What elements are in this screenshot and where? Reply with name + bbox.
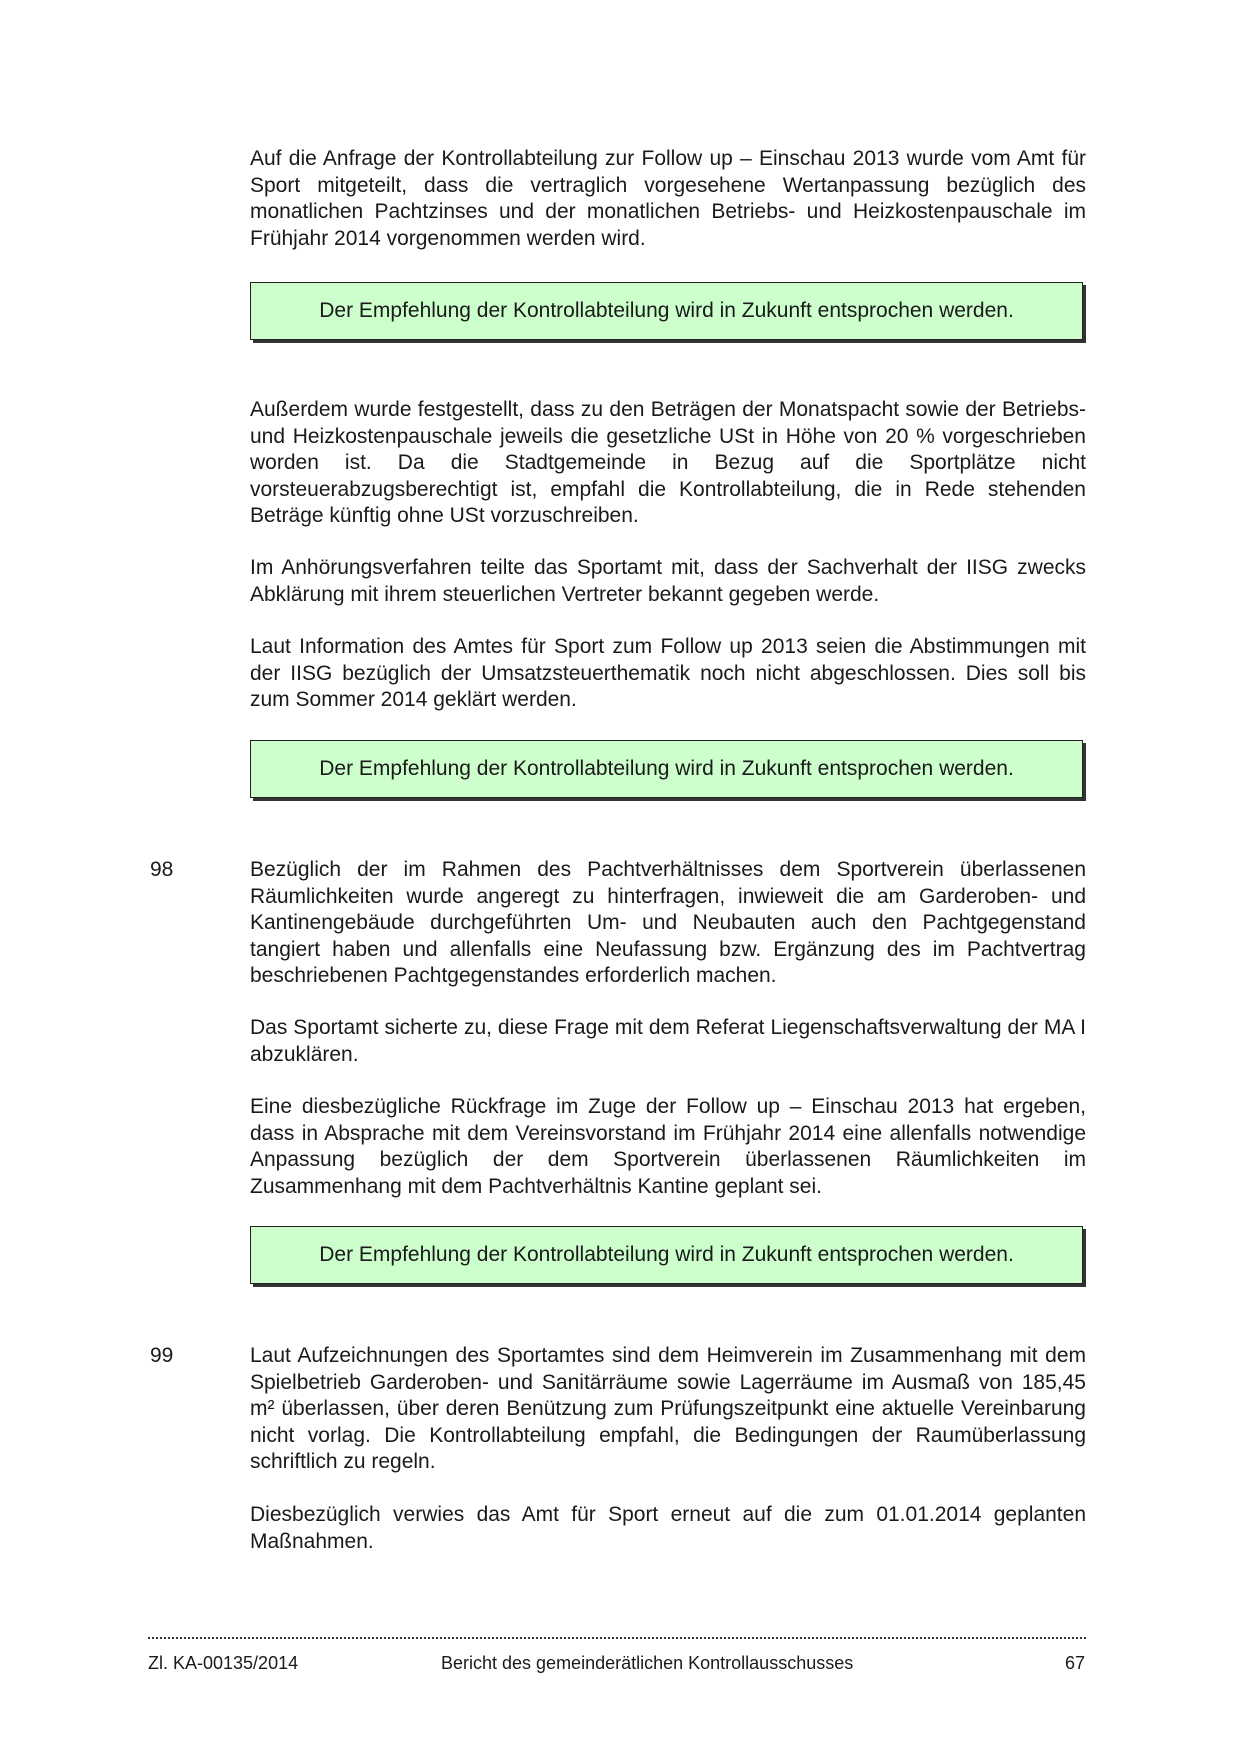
paragraph-heimverein: Laut Aufzeichnungen des Sportamtes sind dem Heimverein im Zusammenhang mit dem Spielbetrieb Garderoben- und Sanitärräume sowie Lagerräume im Ausmaß von 185,45 m² überlassen, über deren Benützung zum Prüfungszeitpunkt eine aktuelle Vereinbarung nicht vorlag. Die Kontrollabteilung empfahl, die Bedingungen der Raumüberlassung schriftlich zu regeln. <box>250 1344 1086 1473</box>
paragraph-raeumlichkeiten: Bezüglich der im Rahmen des Pachtverhältnisses dem Sportverein überlassenen Räumlichkeiten wurde angeregt zu hinterfragen, inwieweit die am Garderoben- und Kantinengebäude durchgeführten Um- und Neubauten auch den Pachtgegenstand tangiert haben und allenfalls eine Neufassung bzw. Ergänzung des im Pachtvertrag beschriebenen Pachtgegenstandes erforderlich machen. <box>250 858 1086 987</box>
paragraph-follow-up-ust: Laut Information des Amtes für Sport zum Follow up 2013 seien die Abstimmungen mit der IISG bezüglich der Umsatzsteuerthematik noch nicht abgeschlossen. Dies soll bis zum Sommer 2014 geklärt werden. <box>250 635 1086 711</box>
section-number-98: 98 <box>150 858 174 881</box>
paragraph-rueckfrage: Eine diesbezügliche Rückfrage im Zuge der Follow up – Einschau 2013 hat ergeben, dass in Absprache mit dem Vereinsvorstand im Frühjahr 2014 eine allenfalls notwendige Anpassung bezüglich der dem Sportverein überlassenen Räumlichkeiten im Zusammenhang mit dem Pachtverhältnis Kantine geplant sei. <box>250 1095 1086 1198</box>
paragraph-anhoerung: Im Anhörungsverfahren teilte das Sportamt mit, dass der Sachverhalt der IISG zwecks Abklärung mit ihrem steuerlichen Vertreter bekannt gegeben werde. <box>250 556 1086 606</box>
footer-reference: Zl. KA-00135/2014 <box>148 1653 299 1673</box>
paragraph-sportamt-zusage: Das Sportamt sicherte zu, diese Frage mit dem Referat Liegenschaftsverwaltung der MA I abzuklären. <box>250 1016 1086 1066</box>
recommendation-box-1 <box>250 282 1083 340</box>
footer-title: Bericht des gemeinderätlichen Kontrollausschusses <box>441 1653 854 1673</box>
paragraph-massnahmen: Diesbezüglich verwies das Amt für Sport erneut auf die zum 01.01.2014 geplanten Maßnahmen. <box>250 1503 1086 1553</box>
recommendation-text: Der Empfehlung der Kontrollabteilung wird in Zukunft entsprochen werden. <box>319 1243 1014 1266</box>
recommendation-text: Der Empfehlung der Kontrollabteilung wird in Zukunft entsprochen werden. <box>319 757 1014 780</box>
paragraph-wertanpassung: Auf die Anfrage der Kontrollabteilung zur Follow up – Einschau 2013 wurde vom Amt für Sport mitgeteilt, dass die vertraglich vorgesehene Wertanpassung bezüglich des monatlichen Pachtzinses und der monatlichen Betriebs- und Heizkostenpauschale im Frühjahr 2014 vorgenommen werden wird. <box>250 147 1086 250</box>
recommendation-text: Der Empfehlung der Kontrollabteilung wird in Zukunft entsprochen werden. <box>319 299 1014 322</box>
section-number-99: 99 <box>150 1344 174 1367</box>
paragraph-ust: Außerdem wurde festgestellt, dass zu den Beträgen der Monatspacht sowie der Betriebs- und Heizkostenpauschale jeweils die gesetzliche USt in Höhe von 20 % vorgeschrieben worden ist. Da die Stadtgemeinde in Bezug auf die Sportplätze nicht vorsteuerabzugsberechtigt ist, empfahl die Kontrollabteilung, die in Rede stehenden Beträge künftig ohne USt vorzuschreiben. <box>250 398 1086 527</box>
recommendation-box-3 <box>250 1226 1083 1284</box>
footer-divider <box>148 1637 1086 1639</box>
recommendation-box-2 <box>250 740 1083 798</box>
footer-page-number: 67 <box>1065 1653 1086 1673</box>
